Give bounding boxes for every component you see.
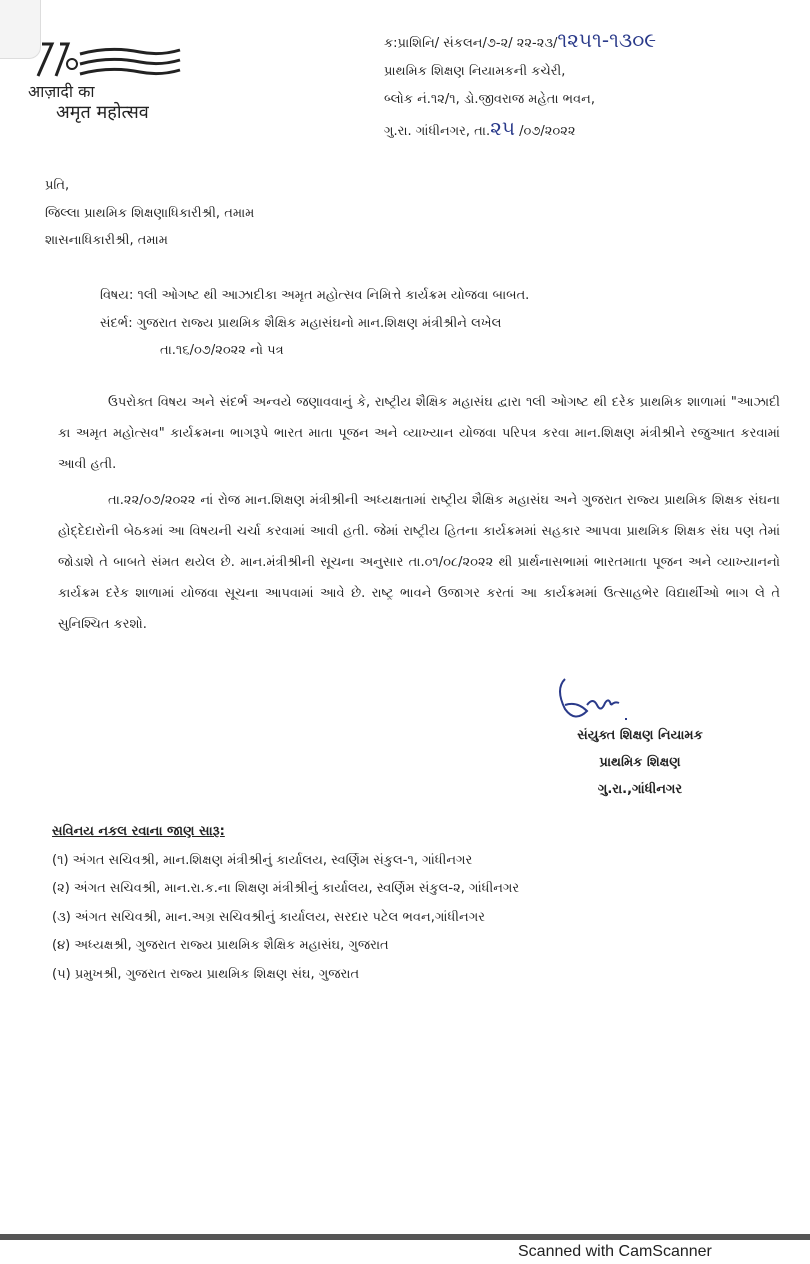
office-name: પ્રાથમિક શિક્ષણ નિયામકની કચેરી, bbox=[384, 64, 566, 79]
subject-block bbox=[100, 282, 529, 365]
copy-to-item: (૩) અંગત સચિવશ્રી, માન.અગ્ર સચિવશ્રીનું કાર્યાલય, સરદાર પટેલ ભવન,ગાંધીનગર bbox=[52, 909, 485, 925]
logo-75-flag-icon bbox=[34, 40, 184, 82]
copy-to-item: (૫) પ્રમુખશ્રી, ગુજરાત રાજ્ય પ્રાથમિક શિક્ષણ સંઘ, ગુજરાત bbox=[52, 966, 360, 982]
handwritten-date-day: ૨૫ bbox=[490, 116, 515, 140]
paragraph-1-text: ઉપરોક્ત વિષય અને સંદર્ભ અન્વયે જણાવવાનું કે, રાષ્ટ્રીય શૈક્ષિક મહાસંઘ દ્વારા ૧લી ઓગષ્ટ થી દરેક પ્રાથમિક શાળામાં "આઝાદી કા અમૃત મહોત્સવ" કાર્યક્રમના ભાગરૂપે ભારત માતા પૂજન અને વ્યાખ્યાન યોજવા પરિપત્ર કરવા માન.શિક્ષણ મંત્રીશ્રીને રજુઆત કરવામાં આવી હતી. bbox=[58, 395, 780, 472]
logo-text-line2: अमृत महोत्सव bbox=[56, 102, 149, 123]
reference-number bbox=[384, 26, 656, 58]
date-suffix: /૦૭/૨૦૨૨ bbox=[514, 124, 576, 139]
copy-to-item: (૪) અધ્યક્ષશ્રી, ગુજરાત રાજ્ય પ્રાથમિક શૈક્ષિક મહાસંઘ, ગુજરાત bbox=[52, 938, 389, 953]
signatory-designation: સંયુક્ત શિક્ષણ નિયામક bbox=[577, 728, 703, 743]
reference-line: સંદર્ભ: ગુજરાત રાજ્ય પ્રાથમિક શૈક્ષિક મહાસંઘનો માન.શિક્ષણ મંત્રીશ્રીને લખેલ bbox=[100, 315, 502, 331]
recipient-block bbox=[45, 172, 254, 255]
azadi-ka-amrit-mahotsav-logo bbox=[28, 40, 208, 125]
signatory-department: પ્રાથમિક શિક્ષણ bbox=[599, 755, 681, 770]
signatory-block bbox=[540, 722, 740, 803]
signatory-location: ગુ.રા.,ગાંધીનગર bbox=[597, 782, 683, 797]
handwritten-reference-number: ૧૨૫૧-૧૩૦૯ bbox=[557, 28, 657, 52]
copy-to-heading: સવિનય નકલ રવાના જાણ સારૂ: bbox=[52, 824, 225, 839]
recipient-line1: જિલ્લા પ્રાથમિક શિક્ષણાધિકારીશ્રી, તમામ bbox=[45, 205, 255, 221]
paragraph-2-text: તા.૨૨/૦૭/૨૦૨૨ નાં રોજ માન.શિક્ષણ મંત્રીશ્રીની અધ્યક્ષતામાં રાષ્ટ્રીય શૈક્ષિક મહાસંઘ અને ગુજરાત રાજ્ય પ્રાથમિક શિક્ષક સંઘના હોદ્દેદારોની બેઠકમાં આ વિષયની ચર્ચા કરવામાં આવી હતી. જેમાં રાષ્ટ્રીય હિતના કાર્યક્રમમાં સહકાર આપવા પ્રાથમિક શિક્ષક સંઘ પણ તેમાં જોડાશે તે બાબતે સંમત થયેલ છે. માન.મંત્રીશ્રીની સૂચના અનુસાર તા.૦૧/૦૮/૨૦૨૨ થી પ્રાર્થનાસભામાં ભારતમાતા પૂજન અને વ્યાખ્યાનનો કાર્યક્રમ દરેક શાળામાં યોજવા સૂચના આપવામાં આવે છે. રાષ્ટ્ર ભાવને ઉજાગર કરતાં આ કાર્યક્રમમાં ઉત્સાહભેર વિદ્યાર્થીઓ ભાગ લે તે સુનિશ્ચિત કરશો. bbox=[58, 493, 780, 632]
letter-date bbox=[384, 114, 656, 146]
camscanner-watermark: Scanned with CamScanner bbox=[518, 1243, 712, 1260]
body-paragraph-1 bbox=[58, 387, 780, 480]
page-bottom-edge bbox=[0, 1234, 810, 1240]
recipient-to: પ્રતિ, bbox=[45, 178, 70, 193]
subject-line: વિષય: ૧લી ઓગષ્ટ થી આઝાદીકા અમૃત મહોત્સવ નિમિત્તે કાર્યક્રમ યોજવા બાબત. bbox=[100, 288, 530, 303]
reference-date: તા.૧૬/૦૭/૨૦૨૨ નો પત્ર bbox=[160, 343, 284, 358]
reference-prefix: ક:પ્રાશિનિ/ સંકલન/૭-૨/ ૨૨-૨૩/ bbox=[384, 36, 558, 51]
copy-to-item: (૨) અંગત સચિવશ્રી, માન.રા.ક.ના શિક્ષણ મંત્રીશ્રીનું કાર્યાલય, સ્વર્ણિમ સંકુલ-૨, ગાંધીનગર bbox=[52, 881, 520, 896]
letter-header bbox=[384, 26, 656, 146]
body-paragraph-2 bbox=[58, 485, 780, 640]
logo-text-line1: आज़ादी का bbox=[28, 82, 95, 101]
office-address: બ્લોક નં.૧૨/૧, ડો.જીવરાજ મહેતા ભવન, bbox=[384, 92, 595, 107]
signature-icon bbox=[545, 675, 655, 725]
copy-to-list bbox=[52, 818, 519, 989]
date-prefix: ગુ.રા. ગાંધીનગર, તા. bbox=[384, 124, 491, 139]
recipient-line2: શાસનાધિકારીશ્રી, તમામ bbox=[45, 233, 168, 248]
copy-to-item: (૧) અંગત સચિવશ્રી, માન.શિક્ષણ મંત્રીશ્રીનું કાર્યાલય, સ્વર્ણિમ સંકુલ-૧, ગાંધીનગર bbox=[52, 852, 473, 868]
